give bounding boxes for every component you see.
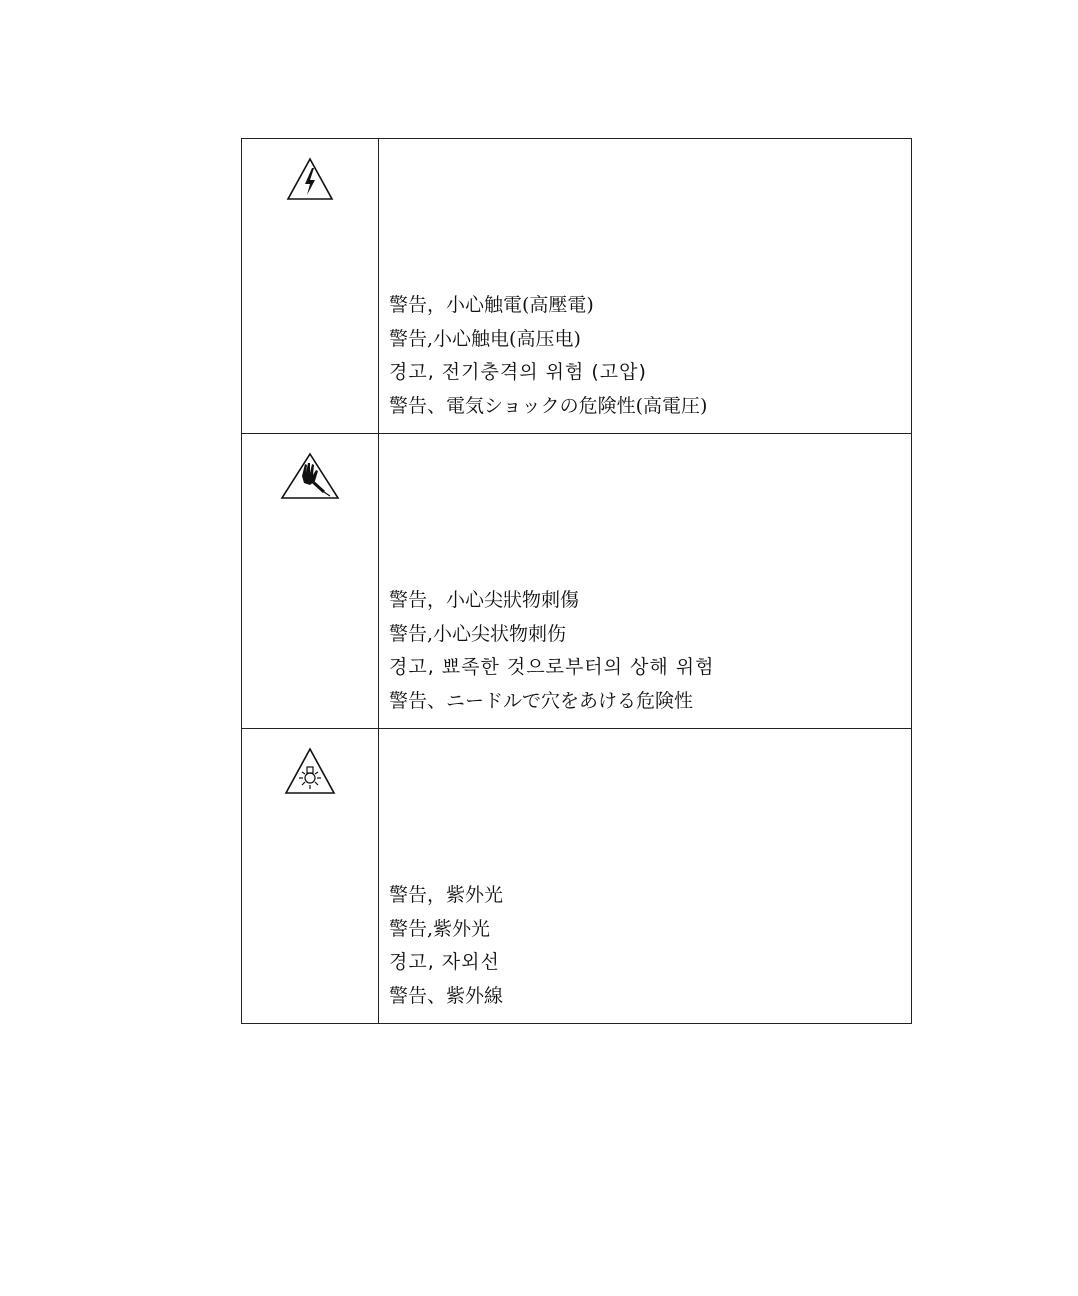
warning-text-zh-tw: 警告，小心尖狀物刺傷 bbox=[389, 589, 580, 611]
warning-text-lines bbox=[389, 584, 901, 718]
warning-text-cell bbox=[379, 139, 912, 434]
icon-cell bbox=[242, 729, 379, 1024]
warning-table bbox=[241, 138, 912, 1024]
uv-light-icon bbox=[284, 747, 336, 795]
electric-shock-icon bbox=[286, 157, 334, 201]
warning-text-ja: 警告、紫外線 bbox=[389, 984, 504, 1007]
warning-row-needle-puncture bbox=[242, 434, 912, 729]
warning-text-ko: 경고, 뾰족한 것으로부터의 상해 위험 bbox=[389, 656, 715, 678]
warning-row-uv-light bbox=[242, 729, 912, 1024]
warning-text-lines bbox=[389, 289, 901, 423]
warning-text-zh-cn: 警告,小心尖状物刺伤 bbox=[389, 622, 567, 645]
warning-text-zh-cn: 警告,紫外光 bbox=[389, 917, 491, 940]
icon-cell bbox=[242, 139, 379, 434]
warning-text-lines bbox=[389, 879, 901, 1013]
warning-text-zh-tw: 警告，紫外光 bbox=[389, 884, 504, 906]
warning-text-ja: 警告、ニードルで穴をあける危険性 bbox=[389, 689, 694, 712]
warning-row-electric-shock bbox=[242, 139, 912, 434]
warning-text-cell bbox=[379, 434, 912, 729]
warning-text-cell bbox=[379, 729, 912, 1024]
needle-puncture-icon bbox=[280, 452, 340, 500]
warning-text-ja: 警告、電気ショックの危険性(高電圧) bbox=[389, 394, 708, 417]
warning-text-zh-cn: 警告,小心触电(高压电) bbox=[389, 327, 581, 350]
icon-cell bbox=[242, 434, 379, 729]
warning-text-ko: 경고, 전기충격의 위험 (고압) bbox=[389, 361, 647, 383]
warning-text-ko: 경고, 자외선 bbox=[389, 951, 500, 973]
warning-text-zh-tw: 警告，小心触電(高壓電) bbox=[389, 294, 594, 316]
